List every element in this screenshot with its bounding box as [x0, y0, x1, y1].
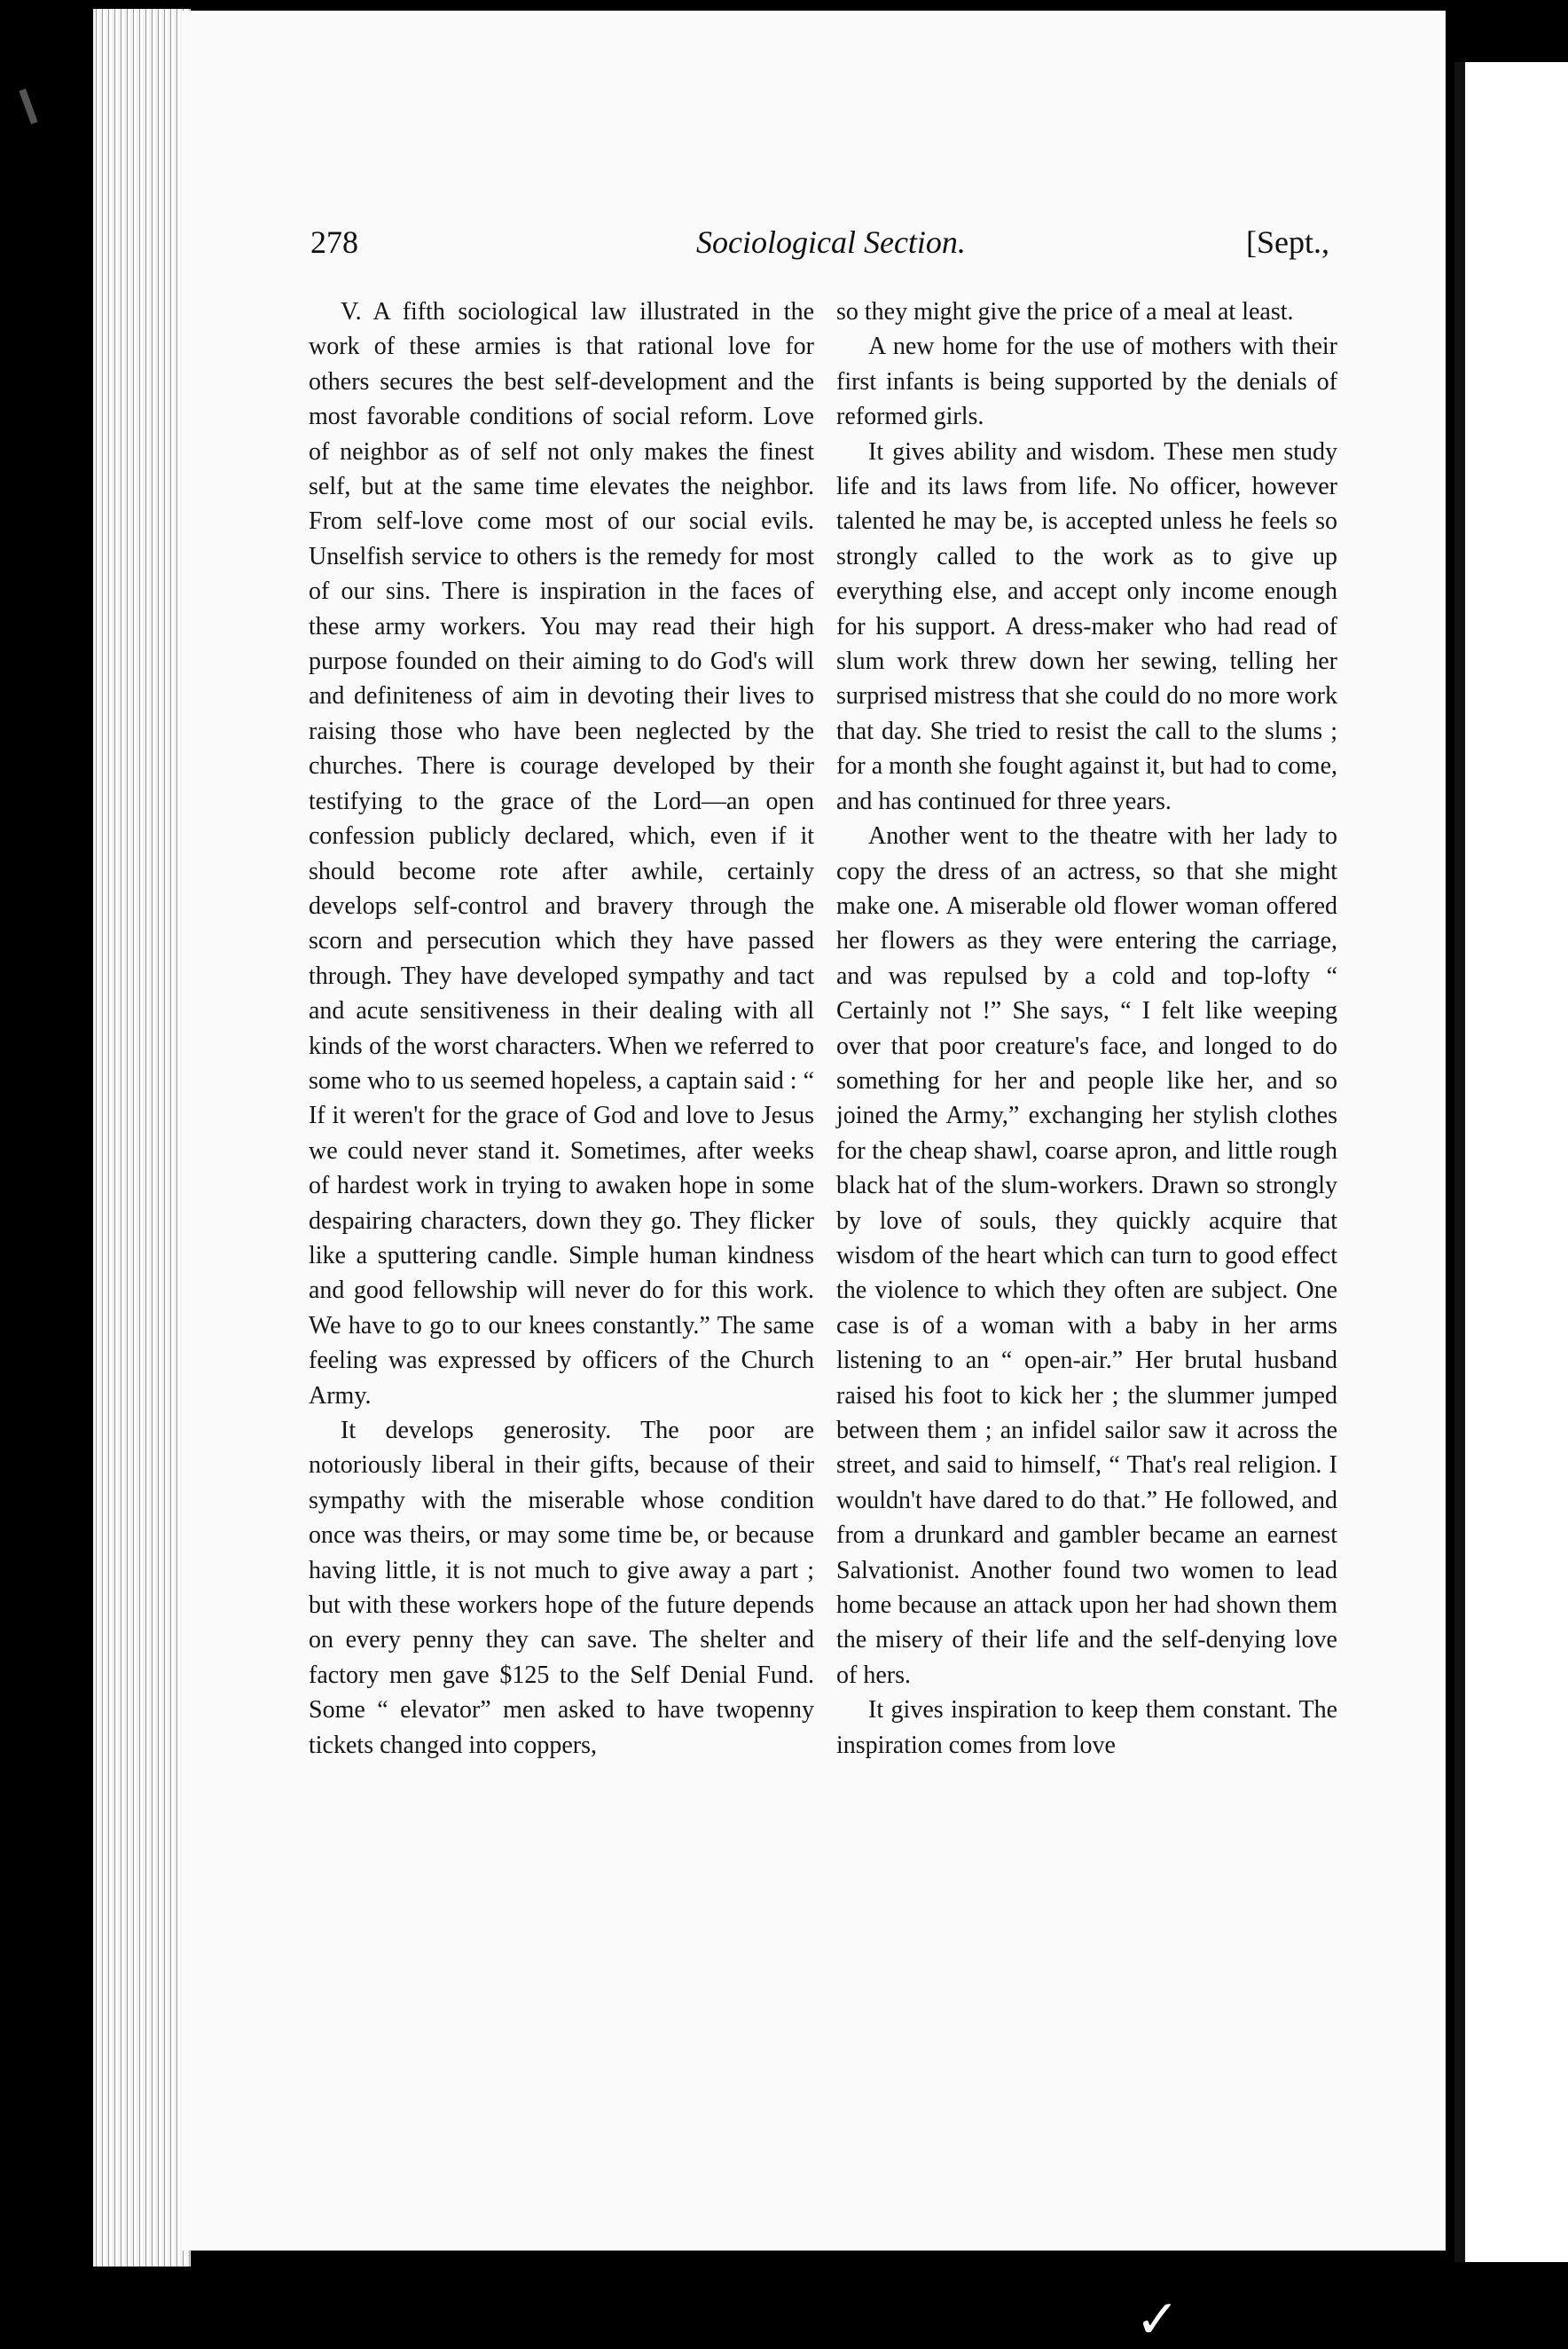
- paragraph: It develops generosity. The poor are notoriously liberal in their gifts, because of their sympathy with the miserable whose condition once was theirs, or may some time be, or because having little, it is not much to give away a part ; but with these workers hope of the future depends on every penny they can save. The shelter and factory men gave $125 to the Self Denial Fund. Some “ elevator” men asked to have twopenny tickets changed into coppers,: [309, 1417, 814, 1759]
- book-page-edges: [93, 9, 191, 2267]
- book-page: [182, 11, 1446, 2251]
- paragraph: so they might give the price of a meal at least.: [836, 298, 1294, 326]
- page-header: [182, 224, 1446, 277]
- paragraph: It gives inspiration to keep them constant. The inspiration comes from love: [836, 1696, 1337, 1759]
- paragraph: It gives ability and wisdom. These men study life and its laws from life. No officer, however talented he may be, is accepted unless he feels so strongly called to the work as to give up everything else, and accept only income enough for his support. A dress-maker who had read of slum work threw down her sewing, telling her surprised mistress that she could do no more work that day. She tried to resist the call to the slums ; for a month she fought against it, but had to come, and has continued for three years.: [836, 437, 1337, 815]
- scan-mark: [19, 89, 37, 124]
- paragraph: A new home for the use of mothers with their first infants is being supported by the denials of reformed girls.: [836, 333, 1337, 431]
- paragraph: Another went to the theatre with her lady to copy the dress of an actress, so that she might make one. A miserable old flower woman offered her flowers as they were entering the carriage, and was repulsed by a cold and top-lofty “ Certainly not !” She says, “ I felt like weeping over that poor creature's face, and longed to do something for her and people like her, and so joined the Army,” exchanging her stylish clothes for the cheap shawl, coarse apron, and little rough black hat of the slum-workers. Drawn so strongly by love of souls, they quickly acquire that wisdom of the heart which can turn to good effect the violence to which they often are subject. One case is of a woman with a baby in her arms listening to an “ open-air.” Her brutal husband raised his foot to kick her ; the slummer jumped between them ; an infidel sailor saw it across the street, and said to himself, “ That's real religion. I wouldn't have dared to do that.” He followed, and from a drunkard and gambler became an earnest Salvationist. Another found two women to lead home because an attack upon her had shown them the misery of their life and the self-denying love of hers.: [836, 822, 1337, 1689]
- scan-mark-bottom: ✓: [1135, 2290, 1180, 2349]
- running-title: Sociological Section.: [696, 224, 966, 260]
- section-mark: [Sept.,: [1246, 224, 1329, 260]
- facing-page-edge: [1454, 62, 1568, 2262]
- right-column: [836, 295, 1337, 1763]
- page-number: 278: [310, 224, 358, 260]
- paragraph: V. A fifth sociological law illustrated in the work of these armies is that rational love for others secures the best self-development and the most favorable conditions of social reform. Love of neighbor as of self not only makes the finest self, but at the same time elevates the neighbor. From self-love come most of our social evils. Unselfish service to others is the remedy for most of our sins. There is inspiration in the faces of these army workers. You may read their high purpose founded on their aiming to do God's will and definiteness of aim in devoting their lives to raising those who have been neglected by the churches. There is courage developed by their testifying to the grace of the Lord—an open confession publicly declared, which, even if it should become rote after awhile, certainly develops self-control and bravery through the scorn and persecution which they have passed through. They have developed sympathy and tact and acute sensitiveness in their dealing with all kinds of the worst characters. When we referred to some who to us seemed hopeless, a captain said : “ If it weren't for the grace of God and love to Jesus we could never stand it. Sometimes, after weeks of hardest work in trying to awaken hope in some despairing characters, down they go. They flicker like a sputtering candle. Simple human kindness and good fellowship will never do for this work. We have to go to our knees constantly.” The same feeling was expressed by officers of the Church Army.: [309, 298, 814, 1410]
- left-column: [309, 295, 814, 1763]
